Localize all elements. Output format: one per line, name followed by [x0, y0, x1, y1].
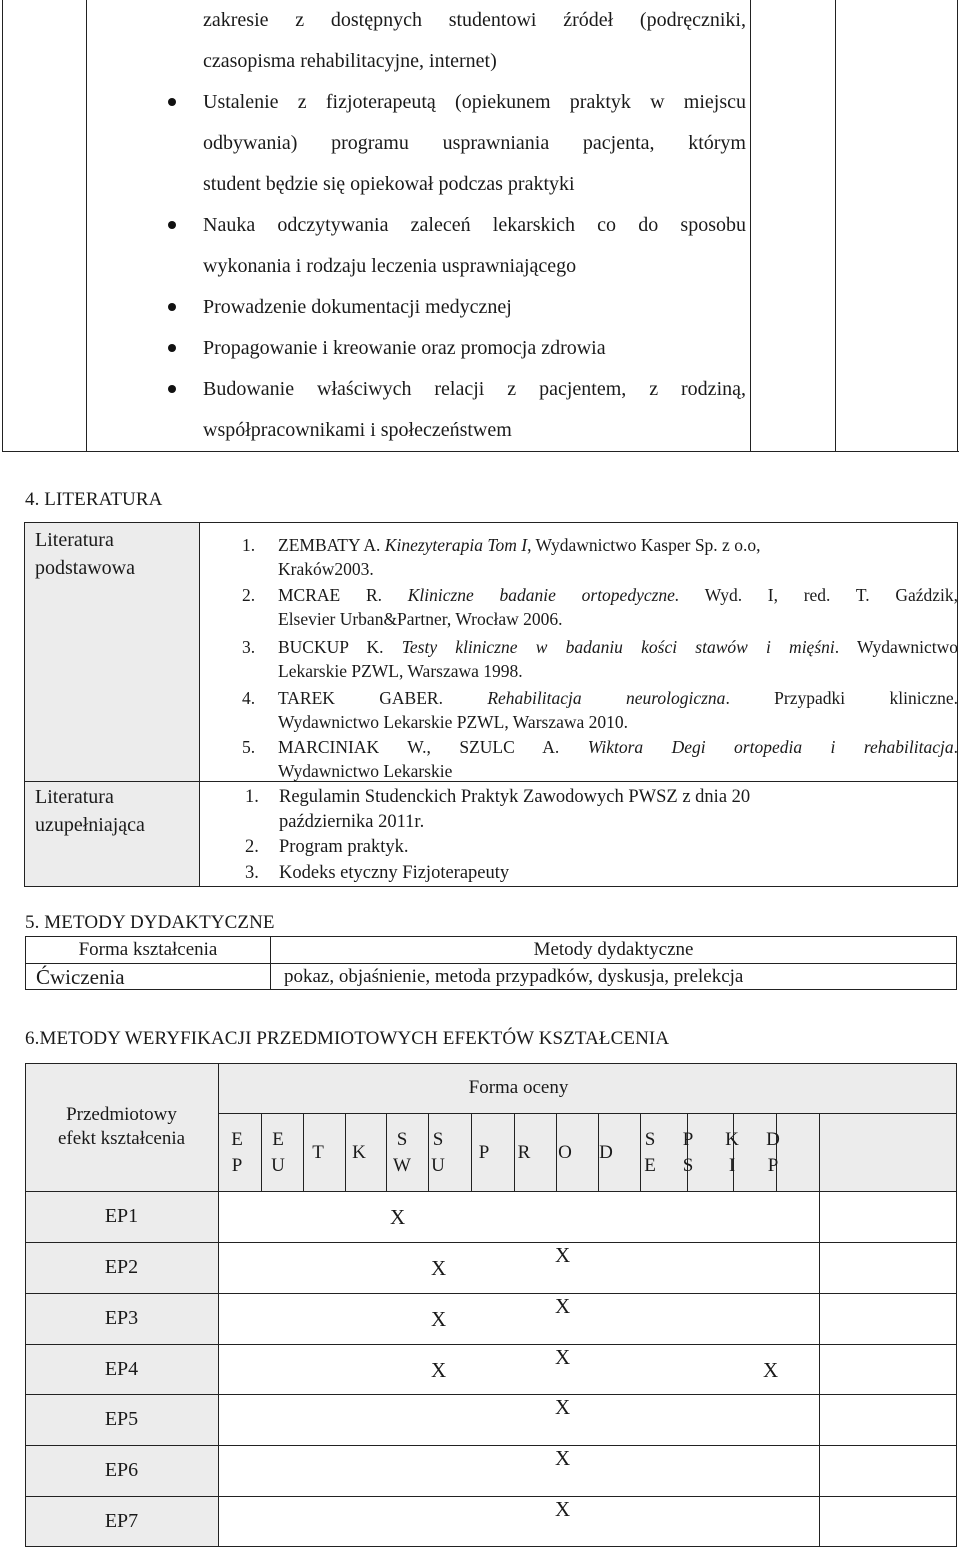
reference-details: Wyd. I, red. T. Gaździk,: [679, 585, 958, 605]
bullet-icon: [168, 344, 176, 352]
bullet-icon: [168, 385, 176, 393]
reference-number: 1.: [242, 535, 256, 555]
reference-line: Regulamin Studenckich Praktyk Zawodowych PWSZ z dnia 20: [279, 787, 751, 807]
column-header-line: E: [272, 1129, 284, 1150]
table-divider: [25, 1546, 957, 1547]
column-header-line: U: [271, 1155, 285, 1176]
list-item: [166, 369, 746, 451]
assessment-column-header: [509, 1140, 539, 1166]
table-divider: [25, 1063, 957, 1064]
reference-line: października 2011r.: [279, 812, 425, 832]
column-header-line: P: [231, 1155, 243, 1176]
list-item: [166, 0, 746, 82]
form-header: Forma kształcenia: [78, 939, 218, 960]
table-border-right: [957, 0, 958, 452]
effect-label: EP6: [104, 1459, 139, 1482]
label-line: Literatura: [35, 529, 114, 551]
list-item-line: Nauka odczytywania zaleceń lekarskich co do sposobu: [203, 214, 746, 236]
assessment-column-header: [387, 1127, 417, 1179]
reference-details: . Wydawnictwo: [834, 637, 959, 657]
effect-label: EP1: [104, 1205, 139, 1227]
reference-line: [278, 533, 958, 557]
reference-title: Kinezyterapia Tom I: [384, 535, 528, 555]
reference-line: Kraków2003.: [278, 559, 374, 579]
list-item: [166, 287, 746, 328]
reference-line: Program praktyk.: [279, 837, 409, 857]
label-line: Literatura: [35, 786, 114, 808]
column-header-line: K: [725, 1129, 739, 1150]
table-border-bottom: [2, 451, 959, 452]
assessment-form-header: Forma oceny: [468, 1077, 569, 1098]
effect-label: EP3: [104, 1306, 139, 1329]
table-divider: [956, 1063, 957, 1547]
column-header-line: E: [644, 1155, 656, 1176]
column-header-line: T: [312, 1142, 324, 1163]
label-line: uzupełniająca: [35, 814, 145, 836]
methods-heading: 5. METODY DYDAKTYCZNE: [25, 912, 275, 933]
column-header-line: S: [644, 1129, 656, 1150]
table-border-left: [2, 0, 3, 452]
reference-line: [278, 635, 958, 659]
assessment-column-header: [758, 1127, 788, 1179]
assessment-mark: X: [555, 1497, 571, 1522]
effect-label: EP7: [104, 1510, 139, 1533]
reference-details: , Wydawnictwo Kasper Sp. z o.o,: [527, 535, 761, 555]
reference-title: Rehabilitacja neurologiczna: [487, 688, 726, 708]
table-divider: [218, 1113, 957, 1114]
column-header-line: P: [767, 1155, 779, 1176]
list-item: [166, 328, 746, 369]
effect-label: EP4: [104, 1357, 139, 1380]
table-divider: [25, 1242, 957, 1243]
assessment-column-header: [344, 1140, 374, 1166]
reference-line: Lekarskie PZWL, Warszawa 1998.: [278, 661, 523, 681]
assessment-mark: X: [431, 1255, 447, 1280]
list-item: [166, 82, 746, 205]
column-header-line: D: [766, 1129, 780, 1150]
assessment-mark: X: [431, 1306, 447, 1331]
list-item-line: Prowadzenie dokumentacji medycznej: [203, 296, 512, 318]
methods-table: [25, 936, 957, 990]
assessment-column-header: [673, 1127, 703, 1179]
methods-header: Metody dydaktyczne: [533, 939, 694, 960]
effect-label: EP2: [104, 1255, 139, 1278]
column-header-line: E: [231, 1129, 243, 1150]
reference-title: Kliniczne badanie ortopedyczne.: [407, 585, 680, 605]
assessment-column-header: [550, 1140, 580, 1166]
basic-literature-label: [35, 526, 135, 582]
table-divider: [25, 1293, 957, 1294]
assessment-column-header: [469, 1140, 499, 1166]
column-header-line: I: [728, 1155, 736, 1176]
effect-label: EP5: [104, 1408, 139, 1431]
bullet-icon: [168, 221, 176, 229]
reference-author: MCRAE R.: [278, 585, 408, 605]
effect-header-line: Przedmiotowy: [66, 1104, 177, 1125]
table-divider: [25, 1191, 957, 1192]
table-divider: [835, 0, 836, 452]
effect-header-line: efekt kształcenia: [57, 1128, 186, 1149]
label-line: podstawowa: [35, 557, 135, 579]
column-header-line: U: [431, 1155, 445, 1176]
reference-line: [278, 686, 958, 710]
reference-details: . Przypadki kliniczne.: [725, 688, 958, 708]
reference-number: 2.: [242, 585, 256, 605]
table-divider: [261, 1113, 262, 1191]
list-item-line: student będzie się opiekował podczas praktyki: [203, 173, 575, 195]
list-item-line: zakresie z dostępnych studentowi źródeł (podręczniki,: [203, 9, 746, 31]
methods-value: pokaz, objaśnienie, metoda przypadków, dyskusja, prelekcja: [284, 966, 744, 987]
assessment-mark: X: [555, 1395, 571, 1420]
table-divider: [750, 0, 751, 452]
reference-number: 3.: [245, 863, 259, 883]
reference-author: BUCKUP K.: [278, 637, 402, 657]
assessment-mark: X: [390, 1205, 406, 1229]
activities-table: [2, 0, 959, 452]
table-divider: [819, 1113, 820, 1547]
reference-line: Elsevier Urban&Partner, Wrocław 2006.: [278, 609, 563, 629]
assessment-column-header: [263, 1127, 293, 1179]
column-header-line: S: [396, 1129, 408, 1150]
column-header-line: K: [352, 1142, 366, 1163]
list-item-line: współpracownikami i społeczeństwem: [203, 419, 512, 441]
reference-author: ZEMBATY A.: [278, 535, 385, 555]
reference-number: 2.: [245, 837, 259, 857]
verification-table: [25, 1063, 957, 1547]
effect-header: [25, 1103, 218, 1151]
list-item-line: Propagowanie i kreowanie oraz promocja zdrowia: [203, 337, 606, 359]
list-item-line: Ustalenie z fizjoterapeutą (opiekunem praktyk w miejscu: [203, 91, 746, 113]
reference-author: TAREK GABER.: [278, 688, 488, 708]
table-divider: [25, 1445, 957, 1446]
list-item: [166, 205, 746, 287]
column-header-line: R: [517, 1142, 531, 1163]
reference-number: 4.: [242, 688, 256, 708]
list-item-line: Budowanie właściwych relacji z pacjentem, z rodziną,: [203, 378, 746, 400]
assessment-mark: X: [431, 1357, 447, 1382]
reference-line: [278, 583, 958, 607]
column-header-line: W: [393, 1155, 411, 1176]
list-item-line: odbywania) programu usprawniania pacjenta, którym: [203, 132, 746, 154]
column-header-line: O: [558, 1142, 572, 1163]
reference-line: Kodeks etyczny Fizjoterapeuty: [279, 863, 510, 883]
reference-author: MARCINIAK W., SZULC A.: [278, 737, 588, 757]
assessment-column-header: [222, 1127, 252, 1179]
assessment-mark: X: [555, 1446, 571, 1471]
bullet-icon: [168, 303, 176, 311]
assessment-column-header: [717, 1127, 747, 1179]
list-item-line: czasopisma rehabilitacyjne, internet): [203, 50, 497, 72]
assessment-mark: X: [555, 1293, 571, 1318]
assessment-column-header: [423, 1127, 453, 1179]
table-divider: [25, 1394, 957, 1395]
assessment-mark: X: [555, 1242, 571, 1267]
activities-list: [166, 0, 746, 451]
reference-number: 1.: [245, 787, 259, 807]
assessment-column-header: [591, 1140, 621, 1166]
reference-number: 5.: [242, 737, 256, 757]
assessment-mark: X: [763, 1357, 779, 1382]
column-header-line: S: [682, 1155, 694, 1176]
reference-title: Wiktora Degi ortopedia i rehabilitacja: [587, 737, 954, 757]
table-divider: [86, 0, 87, 452]
form-value: Ćwiczenia: [36, 965, 125, 989]
reference-number: 3.: [242, 637, 256, 657]
column-header-line: P: [682, 1129, 694, 1150]
assessment-mark: X: [555, 1344, 571, 1369]
assessment-column-header: [635, 1127, 665, 1179]
bullet-icon: [168, 98, 176, 106]
literature-heading: 4. LITERATURA: [25, 489, 163, 510]
assessment-column-header: [303, 1140, 333, 1166]
table-divider: [199, 523, 200, 886]
table-divider: [218, 1063, 219, 1547]
verification-heading: 6.METODY WERYFIKACJI PRZEDMIOTOWYCH EFEKTÓW KSZTAŁCENIA: [25, 1028, 670, 1049]
reference-line: [278, 735, 958, 759]
reference-details: .: [953, 737, 958, 757]
list-item-line: wykonania i rodzaju leczenia usprawniającego: [203, 255, 577, 277]
supplementary-literature-label: [35, 783, 145, 839]
reference-line: Wydawnictwo Lekarskie PZWL, Warszawa 2010.: [278, 712, 629, 732]
reference-title: Testy kliniczne w badaniu kości stawów i mięśni: [401, 637, 835, 657]
literature-table: [24, 522, 958, 887]
table-divider: [25, 1344, 957, 1345]
reference-line: Wydawnictwo Lekarskie: [278, 761, 453, 781]
column-header-line: D: [599, 1142, 613, 1163]
table-divider: [25, 1496, 957, 1497]
column-header-line: P: [478, 1142, 490, 1163]
column-header-line: S: [432, 1129, 444, 1150]
